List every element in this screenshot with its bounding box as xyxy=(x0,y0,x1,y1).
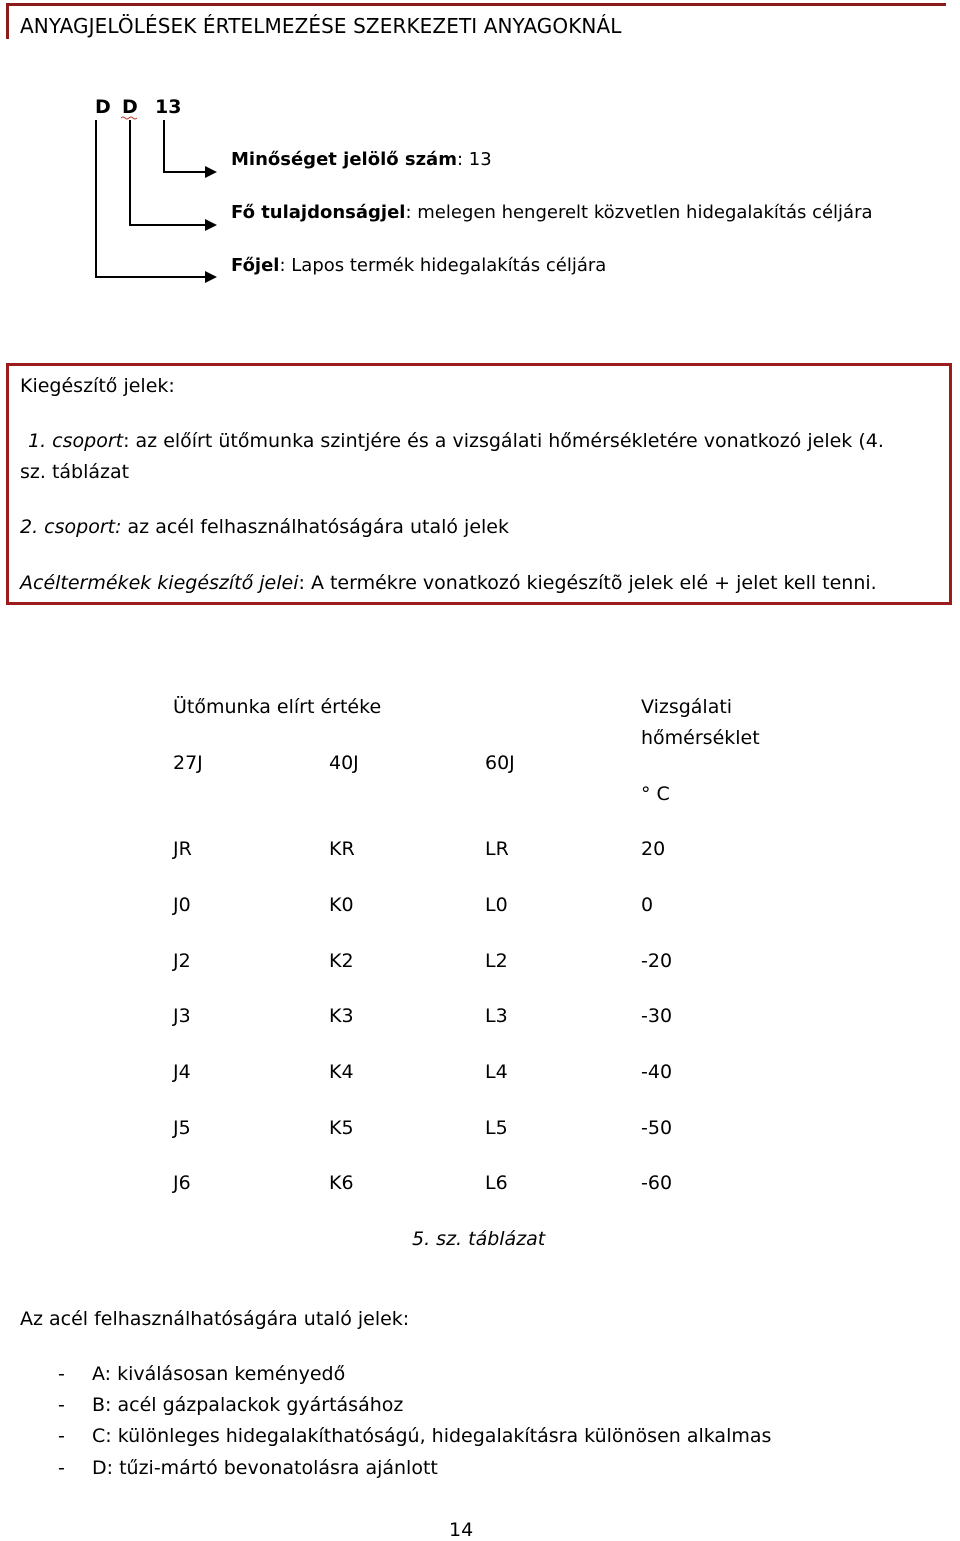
table-cell: JR xyxy=(173,838,192,860)
list-item: - B: acél gázpalackok gyártásához xyxy=(58,1394,404,1416)
list-item: - D: tűzi-mártó bevonatolásra ajánlott xyxy=(58,1457,438,1479)
column-header-60j: 60J xyxy=(485,752,515,774)
page-number: 14 xyxy=(449,1519,474,1541)
table-cell: 0 xyxy=(641,894,654,916)
table-cell: 20 xyxy=(641,838,666,860)
table-header-temp-2: hőmérséklet xyxy=(641,727,760,749)
list-dash: - xyxy=(58,1363,65,1385)
group-3-line: Acéltermékek kiegészítő jelei: A termékre vonatkozó kiegészítõ jelek elé + jelet kell tenni. xyxy=(20,572,877,594)
list-dash: - xyxy=(58,1425,65,1447)
table-cell: L5 xyxy=(485,1117,508,1139)
arrow-right-icon xyxy=(205,219,217,231)
supplementary-symbols-box xyxy=(6,363,952,605)
connector-arm-2 xyxy=(129,224,207,226)
main-property-label: Fő tulajdonságjel: melegen hengerelt közvetlen hidegalakítás céljára xyxy=(231,202,873,223)
table-cell: K4 xyxy=(329,1061,354,1083)
arrow-right-icon xyxy=(205,166,217,178)
code-letter-1: D xyxy=(95,96,111,118)
connector-line-2 xyxy=(129,120,131,226)
connector-arm-3 xyxy=(95,276,207,278)
group-1-continuation: sz. táblázat xyxy=(20,461,130,483)
list-dash: - xyxy=(58,1457,65,1479)
table-cell: L4 xyxy=(485,1061,508,1083)
header-top-rule xyxy=(6,3,946,6)
column-header-40j: 40J xyxy=(329,752,359,774)
table-caption: 5. sz. táblázat xyxy=(412,1228,546,1250)
table-cell: L3 xyxy=(485,1005,508,1027)
table-cell: J0 xyxy=(173,894,191,916)
column-header-27j: 27J xyxy=(173,752,203,774)
table-cell: J4 xyxy=(173,1061,191,1083)
table-cell: K6 xyxy=(329,1172,354,1194)
table-cell: K0 xyxy=(329,894,354,916)
table-cell: J6 xyxy=(173,1172,191,1194)
usage-heading: Az acél felhasználhatóságára utaló jelek: xyxy=(20,1308,410,1330)
table-cell: KR xyxy=(329,838,355,860)
table-cell: J5 xyxy=(173,1117,191,1139)
main-symbol-label: Főjel: Lapos termék hidegalakítás céljára xyxy=(231,255,607,276)
table-cell: J3 xyxy=(173,1005,191,1027)
table-cell: -60 xyxy=(641,1172,673,1194)
table-cell: K5 xyxy=(329,1117,354,1139)
table-cell: -30 xyxy=(641,1005,673,1027)
table-header-temp-unit: ° C xyxy=(641,783,670,805)
header-left-rule xyxy=(6,3,9,39)
table-cell: L2 xyxy=(485,950,508,972)
group-1-line: 1. csoport: az előírt ütőmunka szintjére és a vizsgálati hőmérsékletére vonatkozó jelek (4. xyxy=(28,430,884,452)
quality-number-label: Minőséget jelölő szám: 13 xyxy=(231,149,492,170)
connector-line-1 xyxy=(163,120,165,173)
box-heading: Kiegészítő jelek: xyxy=(20,375,175,397)
list-item: - A: kiválásosan keményedő xyxy=(58,1363,346,1385)
code-number: 13 xyxy=(155,96,182,118)
table-header-temp-1: Vizsgálati xyxy=(641,696,733,718)
page-title: ANYAGJELÖLÉSEK ÉRTELMEZÉSE SZERKEZETI ANYAGOKNÁL xyxy=(20,14,622,38)
table-cell: LR xyxy=(485,838,509,860)
connector-arm-1 xyxy=(163,171,207,173)
table-cell: -40 xyxy=(641,1061,673,1083)
table-cell: -50 xyxy=(641,1117,673,1139)
group-2-line: 2. csoport: az acél felhasználhatóságára utaló jelek xyxy=(20,516,509,538)
list-dash: - xyxy=(58,1394,65,1416)
table-cell: K3 xyxy=(329,1005,354,1027)
table-cell: K2 xyxy=(329,950,354,972)
connector-line-3 xyxy=(95,120,97,278)
arrow-right-icon xyxy=(205,271,217,283)
table-cell: J2 xyxy=(173,950,191,972)
table-header-impact: Ütőmunka elírt értéke xyxy=(173,696,382,718)
table-cell: -20 xyxy=(641,950,673,972)
list-item: - C: különleges hidegalakíthatóságú, hidegalakításra különösen alkalmas xyxy=(58,1425,772,1447)
table-cell: L0 xyxy=(485,894,508,916)
table-cell: L6 xyxy=(485,1172,508,1194)
code-letter-2: D xyxy=(122,96,138,118)
